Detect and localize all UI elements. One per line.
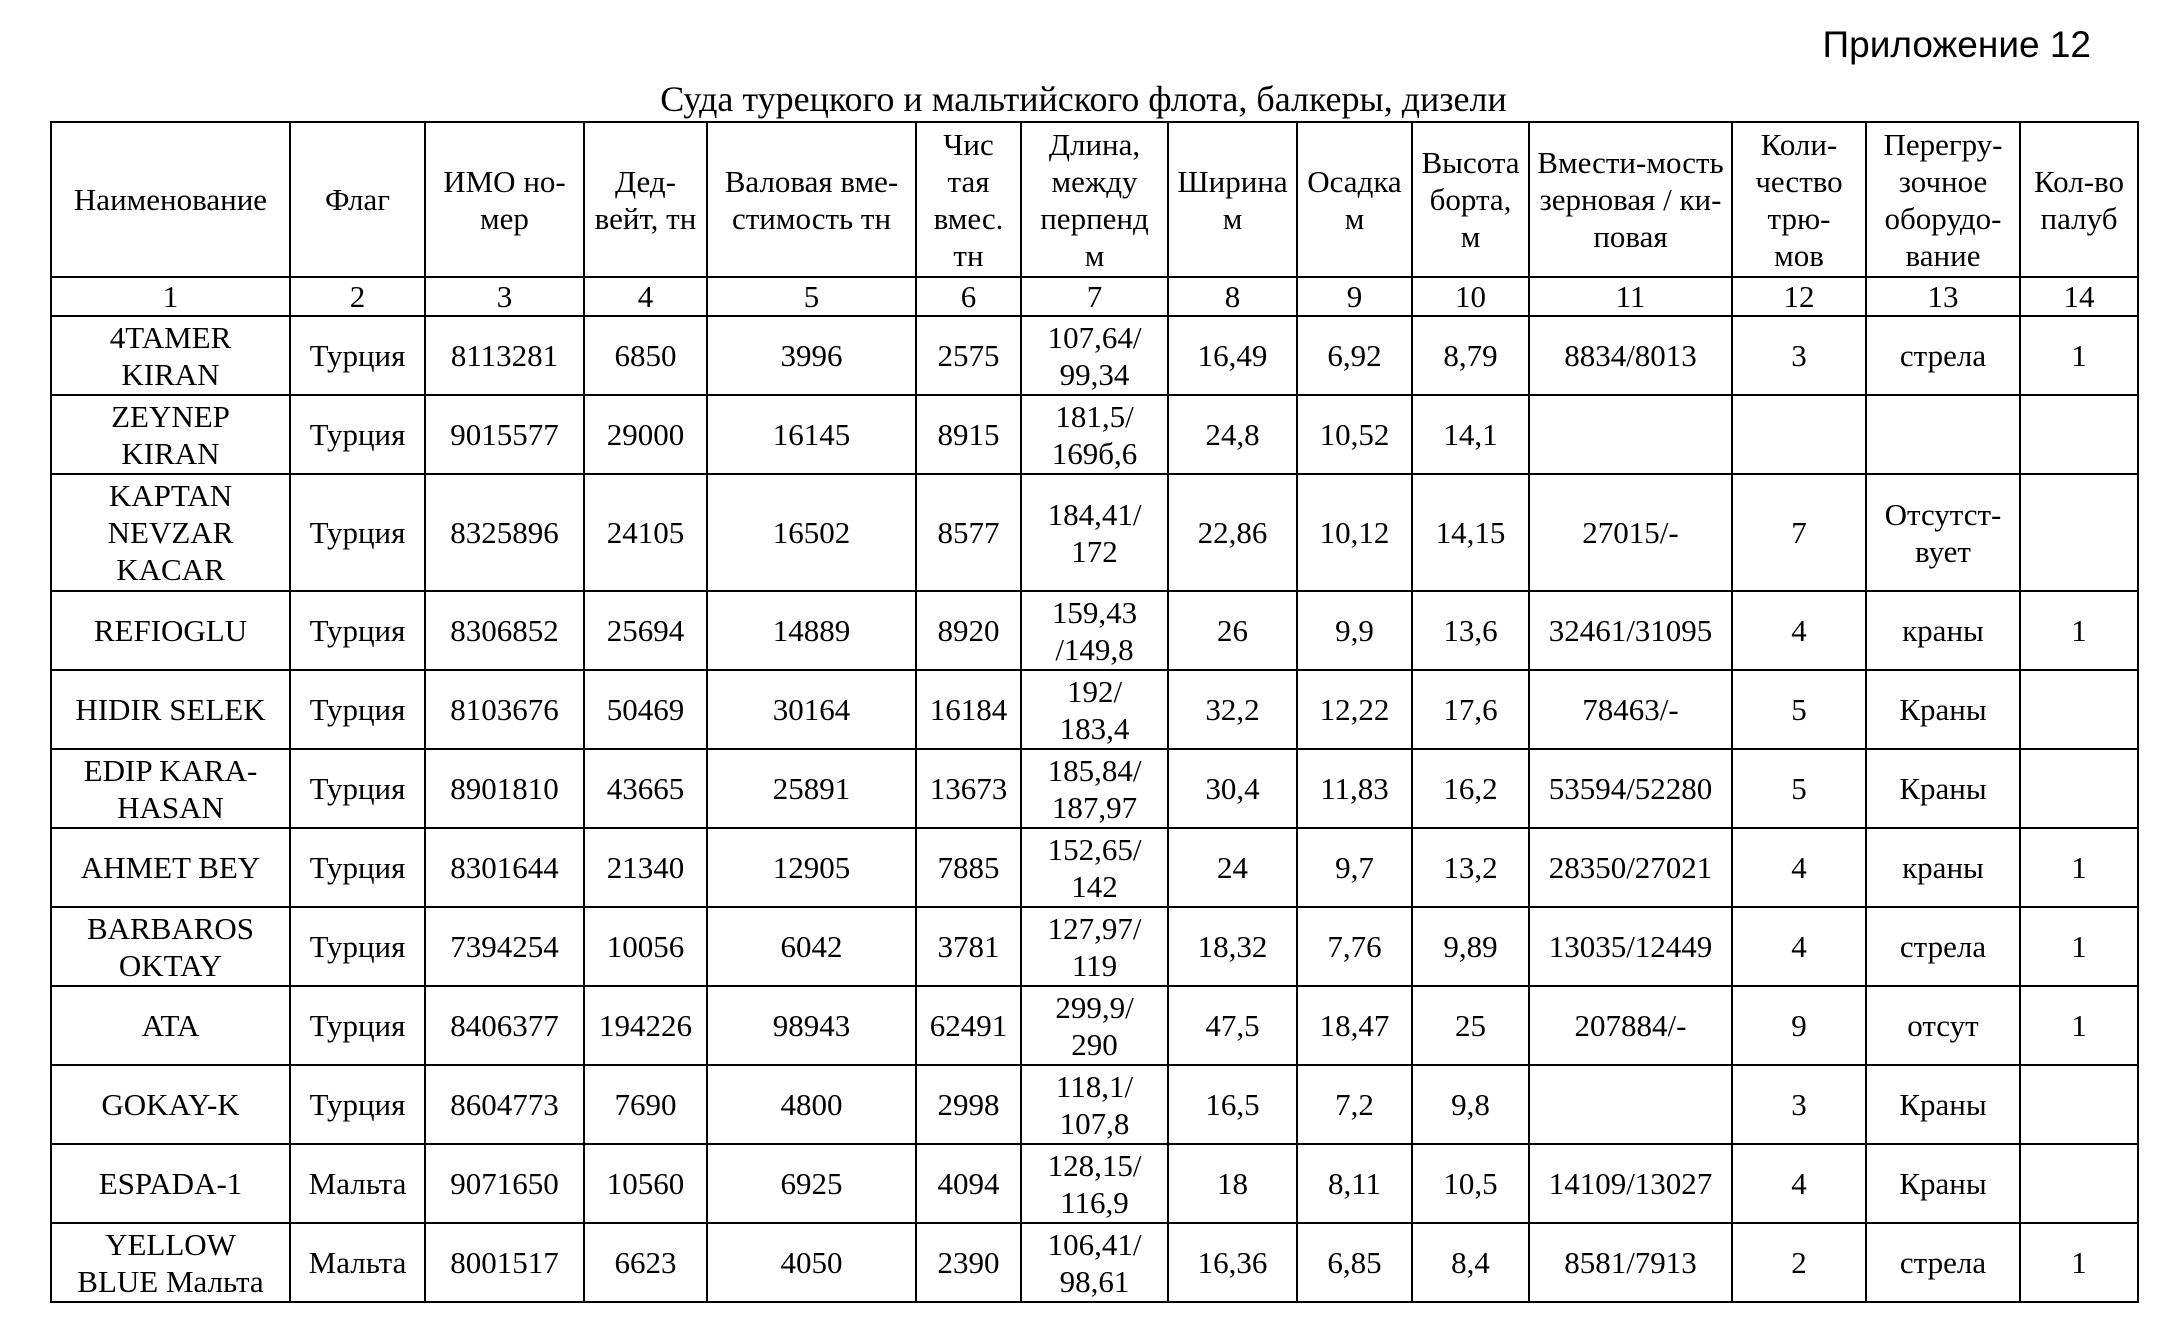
cell-name: 4TAMER KIRAN [51, 316, 290, 395]
cell-beam: 26 [1168, 591, 1297, 670]
cell-length: 106,41/ 98,61 [1021, 1223, 1168, 1302]
cell-equipment: краны [1866, 828, 2020, 907]
table-row [51, 907, 2138, 986]
cell-imo: 8325896 [425, 474, 584, 591]
cell-holds: 7 [1732, 474, 1866, 591]
cell-flag: Мальта [290, 1223, 425, 1302]
column-number: 13 [1866, 277, 2020, 316]
cell-equipment: стрела [1866, 1223, 2020, 1302]
cell-deadweight: 24105 [584, 474, 707, 591]
header-imo: ИМО но- мер [425, 122, 584, 277]
cell-capacity: 8834/8013 [1529, 316, 1732, 395]
cell-depth: 14,15 [1412, 474, 1529, 591]
cell-gross-tonnage: 4800 [707, 1065, 916, 1144]
cell-draft: 8,11 [1297, 1144, 1412, 1223]
cell-net-tonnage: 7885 [916, 828, 1021, 907]
cell-deadweight: 25694 [584, 591, 707, 670]
cell-gross-tonnage: 4050 [707, 1223, 916, 1302]
header-depth: Высота борта, м [1412, 122, 1529, 277]
cell-depth: 17,6 [1412, 670, 1529, 749]
cell-beam: 32,2 [1168, 670, 1297, 749]
cell-deadweight: 50469 [584, 670, 707, 749]
cell-net-tonnage: 2390 [916, 1223, 1021, 1302]
cell-flag: Турция [290, 907, 425, 986]
column-number: 12 [1732, 277, 1866, 316]
cell-decks: 1 [2020, 986, 2138, 1065]
cell-beam: 47,5 [1168, 986, 1297, 1065]
table-row [51, 670, 2138, 749]
cell-equipment: краны [1866, 591, 2020, 670]
cell-flag: Турция [290, 395, 425, 474]
cell-gross-tonnage: 12905 [707, 828, 916, 907]
cell-imo: 8301644 [425, 828, 584, 907]
cell-holds: 4 [1732, 1144, 1866, 1223]
table-row [51, 591, 2138, 670]
cell-draft: 11,83 [1297, 749, 1412, 828]
cell-net-tonnage: 8920 [916, 591, 1021, 670]
cell-gross-tonnage: 3996 [707, 316, 916, 395]
cell-capacity: 78463/- [1529, 670, 1732, 749]
cell-net-tonnage: 16184 [916, 670, 1021, 749]
cell-equipment: отсут [1866, 986, 2020, 1065]
cell-beam: 24 [1168, 828, 1297, 907]
cell-gross-tonnage: 6042 [707, 907, 916, 986]
cell-name: GOKAY-K [51, 1065, 290, 1144]
cell-holds: 4 [1732, 907, 1866, 986]
column-number: 6 [916, 277, 1021, 316]
ships-table [50, 121, 2139, 1303]
cell-gross-tonnage: 16145 [707, 395, 916, 474]
column-number: 10 [1412, 277, 1529, 316]
table-row [51, 1223, 2138, 1302]
cell-draft: 6,92 [1297, 316, 1412, 395]
cell-equipment: Краны [1866, 670, 2020, 749]
cell-capacity: 13035/12449 [1529, 907, 1732, 986]
appendix-label: Приложение 12 [1822, 24, 2091, 65]
cell-depth: 25 [1412, 986, 1529, 1065]
cell-depth: 8,79 [1412, 316, 1529, 395]
column-number-row [51, 277, 2138, 316]
cell-flag: Турция [290, 986, 425, 1065]
cell-gross-tonnage: 6925 [707, 1144, 916, 1223]
table-title: Суда турецкого и мальтийского флота, балкеры, дизели [660, 79, 1507, 119]
cell-net-tonnage: 8577 [916, 474, 1021, 591]
cell-deadweight: 194226 [584, 986, 707, 1065]
cell-deadweight: 7690 [584, 1065, 707, 1144]
header-holds: Коли- чество трю- мов [1732, 122, 1866, 277]
cell-depth: 10,5 [1412, 1144, 1529, 1223]
cell-imo: 8306852 [425, 591, 584, 670]
cell-imo: 9071650 [425, 1144, 584, 1223]
cell-name: EDIP KARA- HASAN [51, 749, 290, 828]
cell-name: ATA [51, 986, 290, 1065]
cell-draft: 9,7 [1297, 828, 1412, 907]
cell-capacity: 28350/27021 [1529, 828, 1732, 907]
cell-beam: 22,86 [1168, 474, 1297, 591]
column-number: 8 [1168, 277, 1297, 316]
cell-equipment: Краны [1866, 1144, 2020, 1223]
cell-name: BARBAROS OKTAY [51, 907, 290, 986]
cell-length: 192/ 183,4 [1021, 670, 1168, 749]
cell-draft: 10,52 [1297, 395, 1412, 474]
cell-decks [2020, 1144, 2138, 1223]
cell-net-tonnage: 13673 [916, 749, 1021, 828]
header-draft: Осадка м [1297, 122, 1412, 277]
cell-name: ZEYNEP KIRAN [51, 395, 290, 474]
cell-length: 181,5/ 169б,6 [1021, 395, 1168, 474]
cell-deadweight: 29000 [584, 395, 707, 474]
column-number: 2 [290, 277, 425, 316]
cell-deadweight: 43665 [584, 749, 707, 828]
cell-equipment: стрела [1866, 907, 2020, 986]
cell-decks [2020, 670, 2138, 749]
cell-draft: 7,76 [1297, 907, 1412, 986]
column-number: 11 [1529, 277, 1732, 316]
header-decks: Кол-во палуб [2020, 122, 2138, 277]
column-number: 4 [584, 277, 707, 316]
cell-holds: 9 [1732, 986, 1866, 1065]
cell-imo: 8901810 [425, 749, 584, 828]
cell-imo: 8604773 [425, 1065, 584, 1144]
cell-flag: Турция [290, 316, 425, 395]
header-length: Длина, между перпенд м [1021, 122, 1168, 277]
cell-beam: 16,49 [1168, 316, 1297, 395]
cell-imo: 8001517 [425, 1223, 584, 1302]
cell-depth: 13,6 [1412, 591, 1529, 670]
header-gross-tonnage: Валовая вме- стимость тн [707, 122, 916, 277]
table-row [51, 749, 2138, 828]
cell-deadweight: 6850 [584, 316, 707, 395]
cell-holds [1732, 395, 1866, 474]
column-number: 14 [2020, 277, 2138, 316]
cell-beam: 18,32 [1168, 907, 1297, 986]
cell-net-tonnage: 3781 [916, 907, 1021, 986]
cell-capacity: 8581/7913 [1529, 1223, 1732, 1302]
cell-equipment: Отсутст- вует [1866, 474, 2020, 591]
cell-holds: 4 [1732, 591, 1866, 670]
cell-depth: 16,2 [1412, 749, 1529, 828]
table-row [51, 395, 2138, 474]
cell-depth: 13,2 [1412, 828, 1529, 907]
column-number: 1 [51, 277, 290, 316]
cell-imo: 8103676 [425, 670, 584, 749]
cell-decks: 1 [2020, 907, 2138, 986]
cell-decks: 1 [2020, 1223, 2138, 1302]
cell-decks [2020, 1065, 2138, 1144]
cell-deadweight: 10560 [584, 1144, 707, 1223]
cell-decks [2020, 395, 2138, 474]
cell-holds: 2 [1732, 1223, 1866, 1302]
header-net-tonnage: Чис тая вмес. тн [916, 122, 1021, 277]
cell-net-tonnage: 2998 [916, 1065, 1021, 1144]
cell-holds: 4 [1732, 828, 1866, 907]
cell-depth: 9,8 [1412, 1065, 1529, 1144]
cell-net-tonnage: 4094 [916, 1144, 1021, 1223]
cell-draft: 18,47 [1297, 986, 1412, 1065]
cell-beam: 24,8 [1168, 395, 1297, 474]
cell-depth: 9,89 [1412, 907, 1529, 986]
cell-capacity: 14109/13027 [1529, 1144, 1732, 1223]
cell-flag: Турция [290, 1065, 425, 1144]
cell-net-tonnage: 2575 [916, 316, 1021, 395]
table-row [51, 474, 2138, 591]
cell-holds: 3 [1732, 316, 1866, 395]
cell-gross-tonnage: 14889 [707, 591, 916, 670]
cell-flag: Турция [290, 749, 425, 828]
cell-name: REFIOGLU [51, 591, 290, 670]
cell-capacity: 27015/- [1529, 474, 1732, 591]
column-number: 5 [707, 277, 916, 316]
cell-name: AHMET BEY [51, 828, 290, 907]
cell-decks [2020, 474, 2138, 591]
cell-holds: 5 [1732, 749, 1866, 828]
column-number: 9 [1297, 277, 1412, 316]
cell-decks [2020, 749, 2138, 828]
cell-holds: 5 [1732, 670, 1866, 749]
cell-decks: 1 [2020, 316, 2138, 395]
cell-draft: 9,9 [1297, 591, 1412, 670]
cell-equipment: стрела [1866, 316, 2020, 395]
table-body [51, 316, 2138, 1302]
cell-length: 159,43 /149,8 [1021, 591, 1168, 670]
cell-net-tonnage: 62491 [916, 986, 1021, 1065]
column-number: 3 [425, 277, 584, 316]
cell-name: KAPTAN NEVZAR KACAR [51, 474, 290, 591]
cell-length: 118,1/ 107,8 [1021, 1065, 1168, 1144]
table-row [51, 828, 2138, 907]
cell-deadweight: 6623 [584, 1223, 707, 1302]
header-deadweight: Дед- вейт, тн [584, 122, 707, 277]
cell-beam: 18 [1168, 1144, 1297, 1223]
cell-name: YELLOW BLUE Мальта [51, 1223, 290, 1302]
cell-draft: 10,12 [1297, 474, 1412, 591]
cell-length: 127,97/ 119 [1021, 907, 1168, 986]
cell-length: 185,84/ 187,97 [1021, 749, 1168, 828]
cell-length: 107,64/ 99,34 [1021, 316, 1168, 395]
cell-net-tonnage: 8915 [916, 395, 1021, 474]
cell-beam: 16,5 [1168, 1065, 1297, 1144]
cell-beam: 16,36 [1168, 1223, 1297, 1302]
cell-gross-tonnage: 16502 [707, 474, 916, 591]
cell-name: ESPADA-1 [51, 1144, 290, 1223]
cell-decks: 1 [2020, 828, 2138, 907]
cell-length: 184,41/ 172 [1021, 474, 1168, 591]
cell-equipment: Краны [1866, 749, 2020, 828]
cell-draft: 7,2 [1297, 1065, 1412, 1144]
cell-depth: 8,4 [1412, 1223, 1529, 1302]
cell-draft: 12,22 [1297, 670, 1412, 749]
cell-equipment: Краны [1866, 1065, 2020, 1144]
cell-imo: 8406377 [425, 986, 584, 1065]
cell-draft: 6,85 [1297, 1223, 1412, 1302]
cell-length: 152,65/ 142 [1021, 828, 1168, 907]
header-name: Наименование [51, 122, 290, 277]
cell-flag: Турция [290, 670, 425, 749]
cell-flag: Мальта [290, 1144, 425, 1223]
cell-name: HIDIR SELEK [51, 670, 290, 749]
cell-equipment [1866, 395, 2020, 474]
table-row [51, 316, 2138, 395]
table-row [51, 1144, 2138, 1223]
cell-flag: Турция [290, 591, 425, 670]
table-row [51, 986, 2138, 1065]
cell-imo: 9015577 [425, 395, 584, 474]
header-beam: Ширина м [1168, 122, 1297, 277]
cell-gross-tonnage: 25891 [707, 749, 916, 828]
header-flag: Флаг [290, 122, 425, 277]
cell-flag: Турция [290, 474, 425, 591]
cell-length: 128,15/ 116,9 [1021, 1144, 1168, 1223]
cell-gross-tonnage: 98943 [707, 986, 916, 1065]
cell-decks: 1 [2020, 591, 2138, 670]
header-row [51, 122, 2138, 277]
cell-imo: 8113281 [425, 316, 584, 395]
column-number: 7 [1021, 277, 1168, 316]
cell-depth: 14,1 [1412, 395, 1529, 474]
cell-capacity: 53594/52280 [1529, 749, 1732, 828]
cell-holds: 3 [1732, 1065, 1866, 1144]
cell-capacity: 32461/31095 [1529, 591, 1732, 670]
header-capacity: Вмести-мость зерновая / ки- повая [1529, 122, 1732, 277]
cell-length: 299,9/ 290 [1021, 986, 1168, 1065]
header-equipment: Перегру- зочное оборудо- вание [1866, 122, 2020, 277]
cell-deadweight: 21340 [584, 828, 707, 907]
cell-capacity [1529, 1065, 1732, 1144]
cell-beam: 30,4 [1168, 749, 1297, 828]
cell-flag: Турция [290, 828, 425, 907]
cell-imo: 7394254 [425, 907, 584, 986]
cell-capacity: 207884/- [1529, 986, 1732, 1065]
cell-capacity [1529, 395, 1732, 474]
cell-gross-tonnage: 30164 [707, 670, 916, 749]
table-row [51, 1065, 2138, 1144]
cell-deadweight: 10056 [584, 907, 707, 986]
